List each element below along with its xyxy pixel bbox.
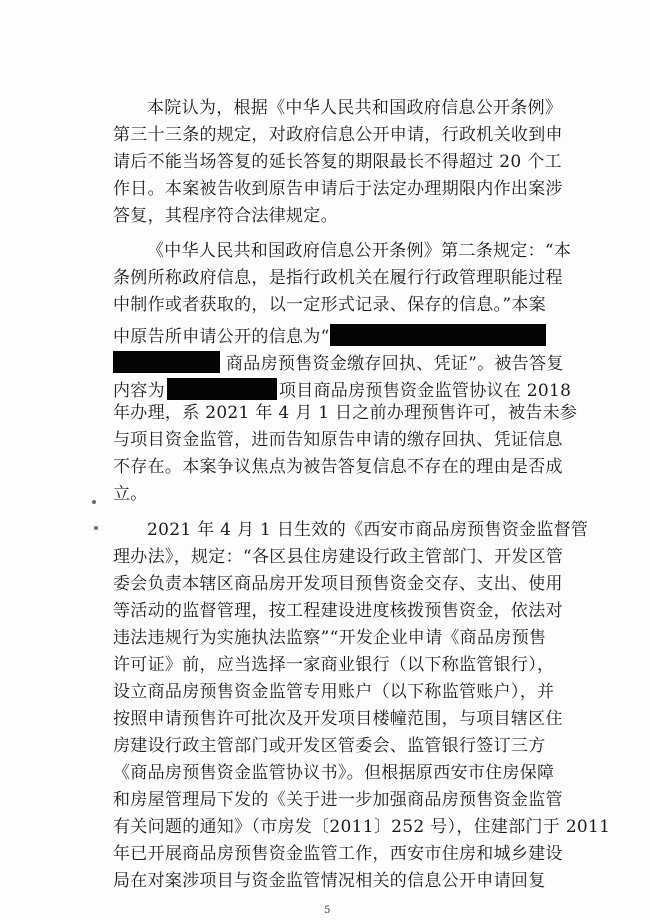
scan-speck: [92, 500, 96, 504]
text-line-23: 按照申请预售许可批次及开发项目楼幢范围，与项目辖区住: [113, 709, 563, 729]
text-line-21: 许可证》前，应当选择一家商业银行（以下称监管银行），: [113, 655, 555, 675]
text-line-2: 第三十三条的规定，对政府信息公开申请，行政机关收到申: [113, 125, 563, 145]
text-segment: 中原告所申请公开的信息为“: [113, 327, 330, 347]
text-line-5: 答复，其程序符合法律规定。: [113, 206, 338, 226]
text-line-13: 与项目资金监管，进而告知原告申请的缴存回执、凭证信息: [113, 430, 563, 450]
text-line-22: 设立商品房预售资金监管专用账户（以下称监管账户），并: [113, 682, 555, 702]
text-line-7: 条例所称政府信息，是指行政机关在履行行政管理职能过程: [113, 268, 563, 288]
text-line-14: 不存在。本案争议焦点为被告答复信息不存在的理由是否成: [113, 457, 563, 477]
text-line-18: 委会负责本辖区商品房开发项目预售资金交存、支出、使用: [113, 574, 563, 594]
text-line-8: 中制作或者获取的，以一定形式记录、保存的信息。”本案: [113, 295, 546, 315]
text-line-20: 违法违规行为实施执法监察”“开发企业申请《商品房预售: [113, 628, 547, 648]
text-line-1: 本院认为，根据《中华人民共和国政府信息公开条例》: [147, 98, 563, 118]
text-line-10: [113, 351, 564, 373]
text-line-28: 年已开展商品房预售资金监管工作，西安市住房和城乡建设: [113, 844, 563, 864]
redaction-bar: [167, 378, 277, 400]
text-line-16: 2021 年 4 月 1 日生效的《西安市商品房预售资金监督管: [147, 520, 589, 540]
page-number: 5: [324, 905, 331, 916]
text-line-19: 等活动的监督管理，按工程建设进度核拨预售资金，依法对: [113, 601, 563, 621]
text-line-3: 请后不能当场答复的延长答复的期限最长不得超过 20 个工: [113, 152, 562, 172]
text-line-15: 立。: [113, 484, 148, 504]
text-line-11: [113, 378, 571, 400]
text-line-12: 年办理，系 2021 年 4 月 1 日之前办理预售许可，被告未参: [113, 403, 578, 423]
text-line-25: 《商品房预售资金监管协议书》。但根据原西安市住房保障: [113, 763, 555, 783]
redaction-bar: [330, 324, 546, 346]
text-line-29: 局在对案涉项目与资金监管情况相关的信息公开申请回复: [113, 871, 546, 891]
text-line-6: 《中华人民共和国政府信息公开条例》第二条规定：“本: [147, 241, 572, 261]
text-line-27: 有关问题的通知》（市房发〔2011〕252 号），住建部门于 2011: [113, 817, 611, 837]
scan-speck: [94, 526, 98, 530]
text-line-4: 作日。本案被告收到原告申请后于法定办理期限内作出案涉: [113, 179, 563, 199]
text-line-24: 房建设行政主管部门或开发区管委会、监管银行签订三方: [113, 736, 546, 756]
text-line-17: 理办法》，规定：“各区县住房建设行政主管部门、开发区管: [113, 547, 564, 567]
text-segment: 商品房预售资金缴存回执、凭证”。被告答复: [226, 354, 564, 374]
text-line-9: [113, 324, 546, 346]
text-segment: 内容为: [113, 381, 165, 401]
text-segment: 项目商品房预售资金监管协议在 2018: [278, 381, 572, 401]
redaction-bar: [113, 351, 220, 373]
text-line-26: 和房屋管理局下发的《关于进一步加强商品房预售资金监管: [113, 790, 563, 810]
